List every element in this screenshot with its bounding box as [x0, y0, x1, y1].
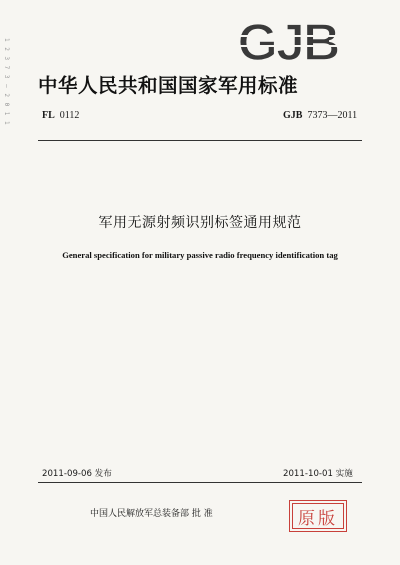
footer-divider — [38, 482, 362, 483]
standard-number-value: 7373—2011 — [307, 110, 358, 121]
stamp-inner-border — [292, 503, 344, 529]
header-divider — [38, 140, 362, 141]
document-title-chinese: 军用无源射频识别标签通用规范 — [98, 215, 302, 231]
classification-number: 0112 — [59, 110, 80, 121]
classification-prefix: FL — [42, 110, 55, 121]
classification-code — [42, 110, 79, 121]
document-title-english: General specification for military passive radio frequency identification tag — [62, 250, 338, 260]
implementation-date: 2011-10-01 实施 — [283, 469, 353, 479]
standard-number — [283, 110, 357, 121]
edge-scan-mark: 1 2 3 7 3 ― 2 0 1 1 — [3, 38, 10, 126]
approving-authority: 中国人民解放军总装备部 批 准 — [90, 509, 213, 519]
gjb-logo-text: GJB — [237, 16, 339, 66]
issuing-authority-title: 中华人民共和国国家军用标准 — [38, 74, 299, 97]
issue-date: 2011-09-06 发布 — [42, 469, 112, 479]
stamp-text: 原版 — [298, 508, 338, 529]
standard-prefix: GJB — [283, 110, 303, 121]
gjb-logo — [232, 16, 344, 66]
original-edition-stamp — [289, 500, 347, 532]
